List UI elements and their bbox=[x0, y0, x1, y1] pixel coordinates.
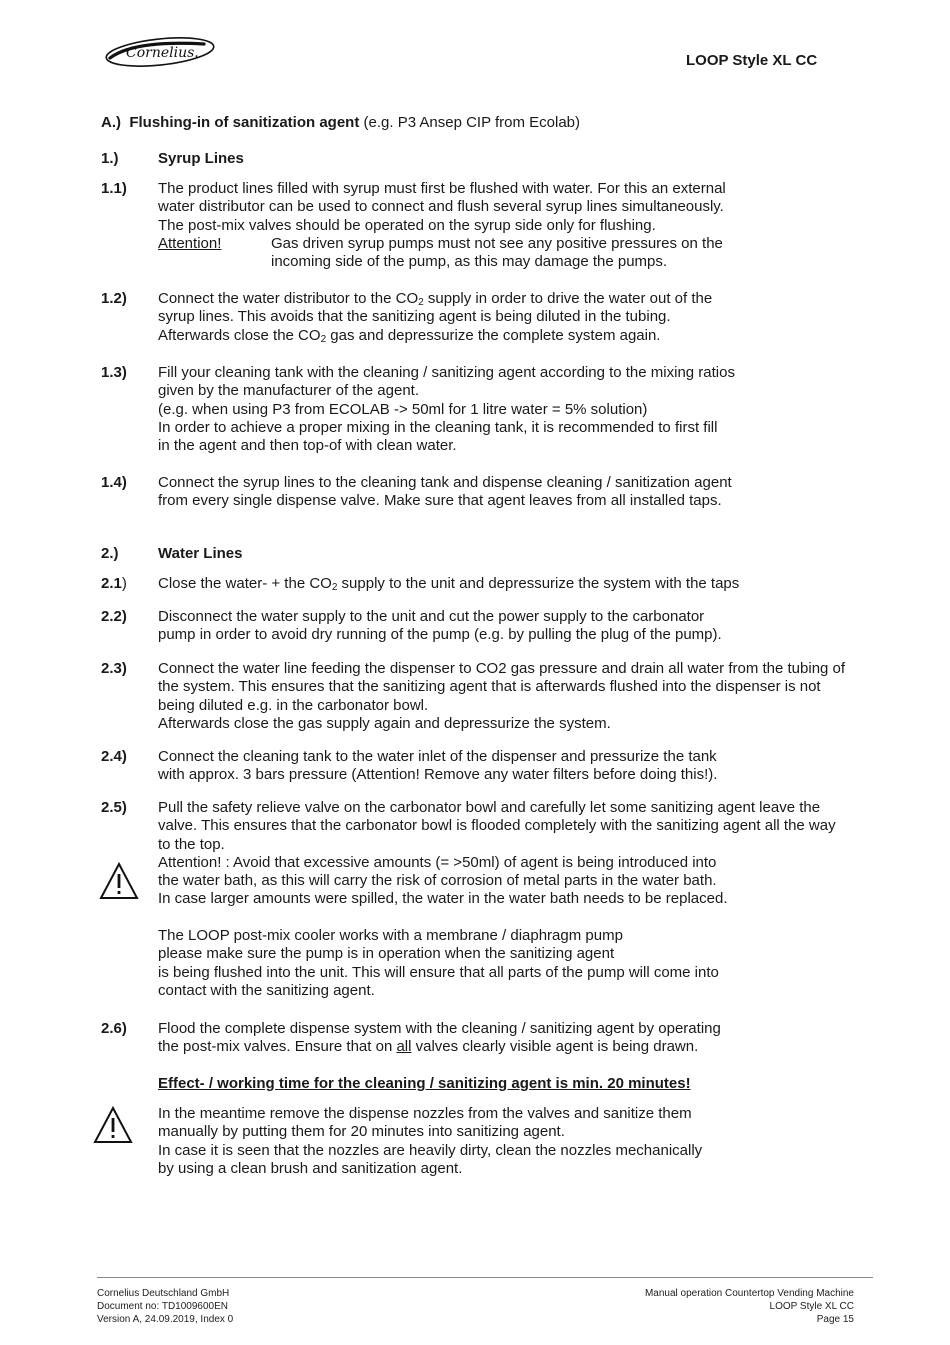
step-2-5-number: 2.5) bbox=[101, 799, 127, 816]
section-note: (e.g. P3 Ansep CIP from Ecolab) bbox=[363, 114, 581, 131]
attention-line bbox=[158, 235, 726, 253]
paragraph-line: Fill your cleaning tank with the cleaning / sanitizing agent according to the mixing ratios bbox=[158, 364, 735, 381]
paragraph-line: Connect the cleaning tank to the water inlet of the dispenser and pressurize the tank bbox=[158, 748, 717, 765]
syrup-lines-title: Syrup Lines bbox=[158, 150, 244, 167]
text-part: Close the water- + the CO bbox=[158, 575, 332, 592]
paragraph-line: with approx. 3 bars pressure (Attention! Remove any water filters before doing this!). bbox=[158, 766, 718, 784]
paragraph-line bbox=[158, 575, 739, 593]
text-part: Connect the water distributor to the CO bbox=[158, 290, 419, 307]
footer-product: LOOP Style XL CC bbox=[769, 1301, 854, 1312]
paragraph-line: syrup lines. This avoids that the sanitizing agent is being diluted in the tubing. bbox=[158, 308, 671, 326]
number-plain: ) bbox=[121, 575, 127, 592]
paragraph-line: by using a clean brush and sanitization agent. bbox=[158, 1159, 463, 1177]
paragraph-line: Attention! : Avoid that excessive amounts (= >50ml) of agent is being introduced into bbox=[158, 853, 717, 871]
text-part: gas and depressurize the complete system again. bbox=[326, 326, 661, 344]
footer-version: Version A, 24.09.2019, Index 0 bbox=[97, 1314, 234, 1325]
paragraph-line: In the meantime remove the dispense nozzles from the valves and sanitize them bbox=[158, 1105, 692, 1122]
paragraph-line: Pull the safety relieve valve on the carbonator bowl and carefully let some sanitizing agent leave the bbox=[158, 799, 821, 816]
step-2-2-number: 2.2) bbox=[101, 608, 127, 625]
paragraph-line: incoming side of the pump, as this may damage the pumps. bbox=[271, 253, 668, 271]
paragraph-line: contact with the sanitizing agent. bbox=[158, 981, 375, 999]
text-underlined: all bbox=[396, 1038, 412, 1056]
cornelius-logo bbox=[104, 36, 216, 68]
step-2-2-text bbox=[158, 608, 722, 645]
section-label: A.) bbox=[101, 114, 121, 131]
subscript: 2 bbox=[331, 582, 338, 593]
text-part: supply to the unit and depressurize the system with the taps bbox=[337, 575, 740, 592]
effect-time-notice: Effect- / working time for the cleaning / sanitizing agent is min. 20 minutes! bbox=[158, 1075, 691, 1092]
step-1-2-text bbox=[158, 290, 712, 345]
step-1-4-text bbox=[158, 474, 732, 511]
paragraph-line: Connect the syrup lines to the cleaning tank and dispense cleaning / sanitization agent bbox=[158, 474, 732, 491]
paragraph-line: the water bath, as this will carry the risk of corrosion of metal parts in the water bath. bbox=[158, 872, 717, 890]
svg-text:Cornelius.: Cornelius. bbox=[126, 45, 199, 61]
attention-label: Attention! bbox=[158, 234, 222, 252]
paragraph-line: pump in order to avoid dry running of the pump (e.g. by pulling the plug of the pump). bbox=[158, 626, 722, 644]
paragraph-line: to the top. bbox=[158, 835, 225, 853]
footer-document-number: Document no: TD1009600EN bbox=[97, 1301, 229, 1312]
water-lines-title: Water Lines bbox=[158, 545, 243, 562]
step-2-4-text bbox=[158, 748, 717, 785]
paragraph-line: Flood the complete dispense system with the cleaning / sanitizing agent by operating bbox=[158, 1020, 721, 1037]
paragraph-line: manually by putting them for 20 minutes into sanitizing agent. bbox=[158, 1123, 565, 1141]
section-title: Flushing-in of sanitization agent bbox=[129, 114, 360, 131]
paragraph-line: valve. This ensures that the carbonator bowl is flooded completely with the sanitizing agent all the way bbox=[158, 817, 836, 835]
paragraph-line: from every single dispense valve. Make sure that agent leaves from all installed taps. bbox=[158, 492, 722, 510]
step-2-6-text bbox=[158, 1020, 721, 1057]
footer-manual-title: Manual operation Countertop Vending Machine bbox=[644, 1288, 854, 1299]
paragraph-line: The post-mix valves should be operated on the syrup side only for flushing. bbox=[158, 216, 656, 234]
paragraph-line: the system. This ensures that the sanitizing agent that is afterwards flushed into the dispenser is not bbox=[158, 678, 821, 696]
step-2-1-text bbox=[158, 575, 739, 593]
paragraph-line: Connect the water line feeding the dispenser to CO2 gas pressure and drain all water from the tubing of bbox=[158, 660, 846, 677]
footer-page-number: Page 15 bbox=[816, 1314, 854, 1325]
step-2-4-number: 2.4) bbox=[101, 748, 127, 765]
text-part: the post-mix valves. Ensure that on bbox=[158, 1038, 397, 1056]
nozzle-instructions bbox=[158, 1105, 702, 1178]
footer-divider bbox=[97, 1277, 873, 1278]
step-2-1-number bbox=[101, 575, 127, 593]
step-1-1-text bbox=[158, 180, 726, 271]
section-heading bbox=[101, 114, 580, 132]
footer-left bbox=[97, 1287, 233, 1326]
text-part: Afterwards close the CO bbox=[158, 326, 321, 344]
footer-company: Cornelius Deutschland GmbH bbox=[97, 1288, 230, 1299]
paragraph-line: is being flushed into the unit. This will ensure that all parts of the pump will come into bbox=[158, 963, 719, 981]
paragraph-line: In order to achieve a proper mixing in the cleaning tank, it is recommended to first fill bbox=[158, 418, 718, 436]
paragraph-line: in the agent and then top-of with clean water. bbox=[158, 437, 457, 455]
paragraph-line: In case larger amounts were spilled, the water in the water bath needs to be replaced. bbox=[158, 890, 728, 908]
footer-right bbox=[645, 1287, 854, 1326]
step-2-6-number: 2.6) bbox=[101, 1020, 127, 1037]
text-part: supply in order to drive the water out of the bbox=[423, 290, 713, 307]
step-2-5-text bbox=[158, 799, 836, 1000]
step-1-4-number: 1.4) bbox=[101, 474, 127, 491]
paragraph-line: The LOOP post-mix cooler works with a membrane / diaphragm pump bbox=[158, 927, 623, 945]
paragraph-line bbox=[158, 327, 712, 345]
paragraph-line: water distributor can be used to connect and flush several syrup lines simultaneously. bbox=[158, 198, 724, 216]
paragraph-line: being diluted e.g. in the carbonator bowl. bbox=[158, 696, 429, 714]
text-part: valves clearly visible agent is being drawn. bbox=[411, 1038, 699, 1056]
paragraph-line bbox=[158, 1038, 721, 1056]
paragraph-line: please make sure the pump is in operation when the sanitizing agent bbox=[158, 945, 615, 963]
warning-icon bbox=[93, 1106, 133, 1144]
subscript: 2 bbox=[418, 297, 424, 308]
step-1-2-number: 1.2) bbox=[101, 290, 127, 307]
step-2-3-number: 2.3) bbox=[101, 660, 127, 677]
paragraph-line: (e.g. when using P3 from ECOLAB -> 50ml for 1 litre water = 5% solution) bbox=[158, 400, 648, 418]
step-1-3-number: 1.3) bbox=[101, 364, 127, 381]
paragraph-line: given by the manufacturer of the agent. bbox=[158, 382, 419, 400]
step-1-1-number: 1.1) bbox=[101, 180, 127, 197]
number-bold: 2.1 bbox=[101, 575, 122, 592]
step-2-3-text bbox=[158, 660, 845, 733]
paragraph-line: Afterwards close the gas supply again and depressurize the system. bbox=[158, 714, 611, 732]
subscript: 2 bbox=[320, 333, 327, 345]
syrup-lines-number: 1.) bbox=[101, 150, 119, 167]
paragraph-text: Gas driven syrup pumps must not see any positive pressures on the bbox=[271, 234, 723, 252]
blank-line bbox=[158, 909, 836, 927]
paragraph-line: In case it is seen that the nozzles are heavily dirty, clean the nozzles mechanically bbox=[158, 1141, 703, 1159]
document-title: LOOP Style XL CC bbox=[686, 52, 818, 69]
water-lines-number: 2.) bbox=[101, 545, 119, 562]
warning-icon bbox=[99, 862, 139, 900]
paragraph-line: The product lines filled with syrup must first be flushed with water. For this an external bbox=[158, 180, 726, 197]
paragraph-line: Disconnect the water supply to the unit and cut the power supply to the carbonator bbox=[158, 608, 705, 625]
step-1-3-text bbox=[158, 364, 735, 455]
paragraph-line bbox=[158, 290, 712, 308]
